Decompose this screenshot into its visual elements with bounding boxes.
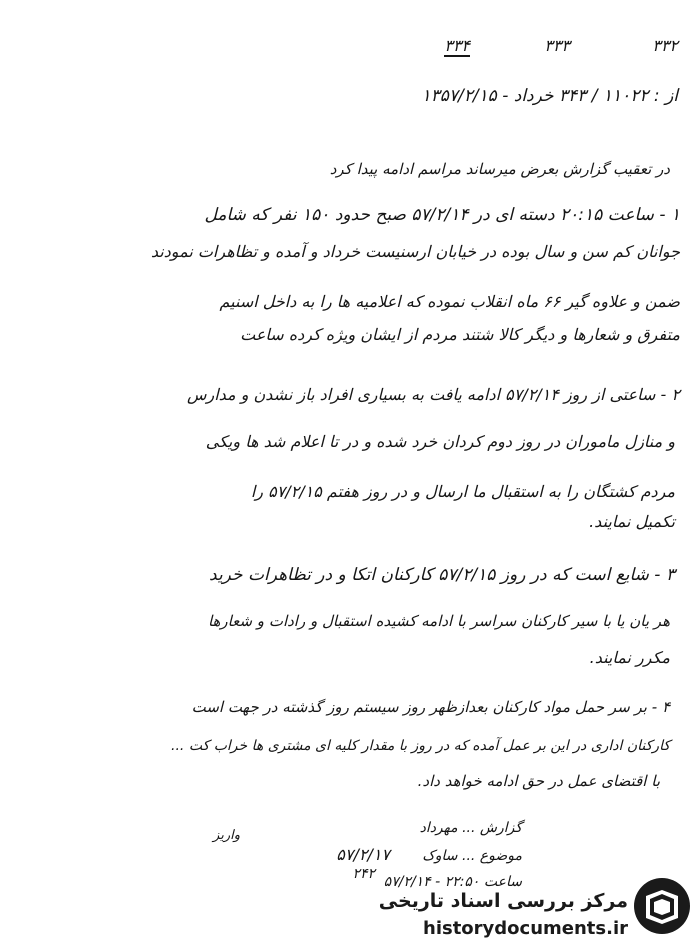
watermark-url[interactable]: historydocuments.ir — [423, 918, 628, 939]
body-line: با اقتضای عمل در حق ادامه خواهد داد. — [417, 772, 660, 790]
body-line: مردم کشتگان را به استقبال ما ارسال و در روز هفتم ۵۷/۲/۱۵ را — [250, 482, 675, 501]
body-line: جوانان کم سن و سال بوده در خیابان ارسنیست خرداد و آمده و تظاهرات نمودند — [150, 242, 680, 261]
stamp-date: ۵۷/۲/۱۷ — [336, 845, 390, 864]
body-line: ضمن و علاوه گیر ۶۶ ماه انقلاب نموده که اعلامیه ها را به داخل اسنیم — [219, 292, 680, 311]
body-line: ۳ - شایع است که در روز ۵۷/۲/۱۵ کارکنان اتکا و در تظاهرات خرید — [209, 565, 675, 585]
header-ref-a: ۳۳۴ — [444, 36, 470, 55]
left-note: واریز — [213, 828, 240, 843]
body-line: هر یان یا با سیر کارکنان سراسر با ادامه کشیده استقبال و رادات و شعارها — [207, 612, 670, 630]
archive-logo-icon — [632, 876, 692, 936]
body-line: ۱ - ساعت ۲۰:۱۵ دسته ای در ۵۷/۲/۱۴ صبح حدود ۱۵۰ نفر که شامل — [204, 205, 680, 225]
watermark-title: مرکز بررسی اسناد تاریخی — [378, 890, 628, 912]
body-line: کارکنان اداری در این بر عمل آمده که در روز با مقدار کلیه ای مشتری ها خراب کت ... — [171, 738, 670, 754]
signature-line: ساعت ۲۲:۵۰ - ۵۷/۲/۱۴ — [383, 874, 522, 890]
body-line: ۴ - بر سر حمل مواد کارکنان بعدازظهر روز سیستم روز گذشته در جهت است — [191, 698, 670, 716]
body-line: ۲ - ساعتی از روز ۵۷/۲/۱۴ ادامه یافت به بسیاری افراد باز نشدن و مدارس — [186, 385, 680, 404]
header-ref-b: ۳۳۳ — [544, 36, 570, 55]
header-ref-c: ۳۳۲ — [652, 36, 678, 55]
body-line: تکمیل نمایند. — [589, 512, 675, 531]
body-line: و منازل ماموران در روز دوم کردان خرد شده و در تا اعلام شد ها ویکی — [205, 432, 675, 451]
salutation: در تعقیب گزارش بعرض میرساند مراسم ادامه پیدا کرد — [329, 160, 670, 178]
signature-line: گزارش ... مهرداد — [419, 820, 522, 836]
header-ref-line2: از : ۱۱۰۲۲ / ۳۴۳ خرداد - ۱۳۵۷/۲/۱۵ — [421, 86, 678, 106]
stamp-number: ۲۴۲ — [352, 866, 375, 882]
body-line: مکرر نمایند. — [589, 648, 670, 667]
signature-line: موضوع ... ساوک — [422, 848, 522, 864]
body-line: متفرق و شعارها و دیگر کالا شتند مردم از ایشان ویژه کرده ساعت — [240, 325, 680, 344]
